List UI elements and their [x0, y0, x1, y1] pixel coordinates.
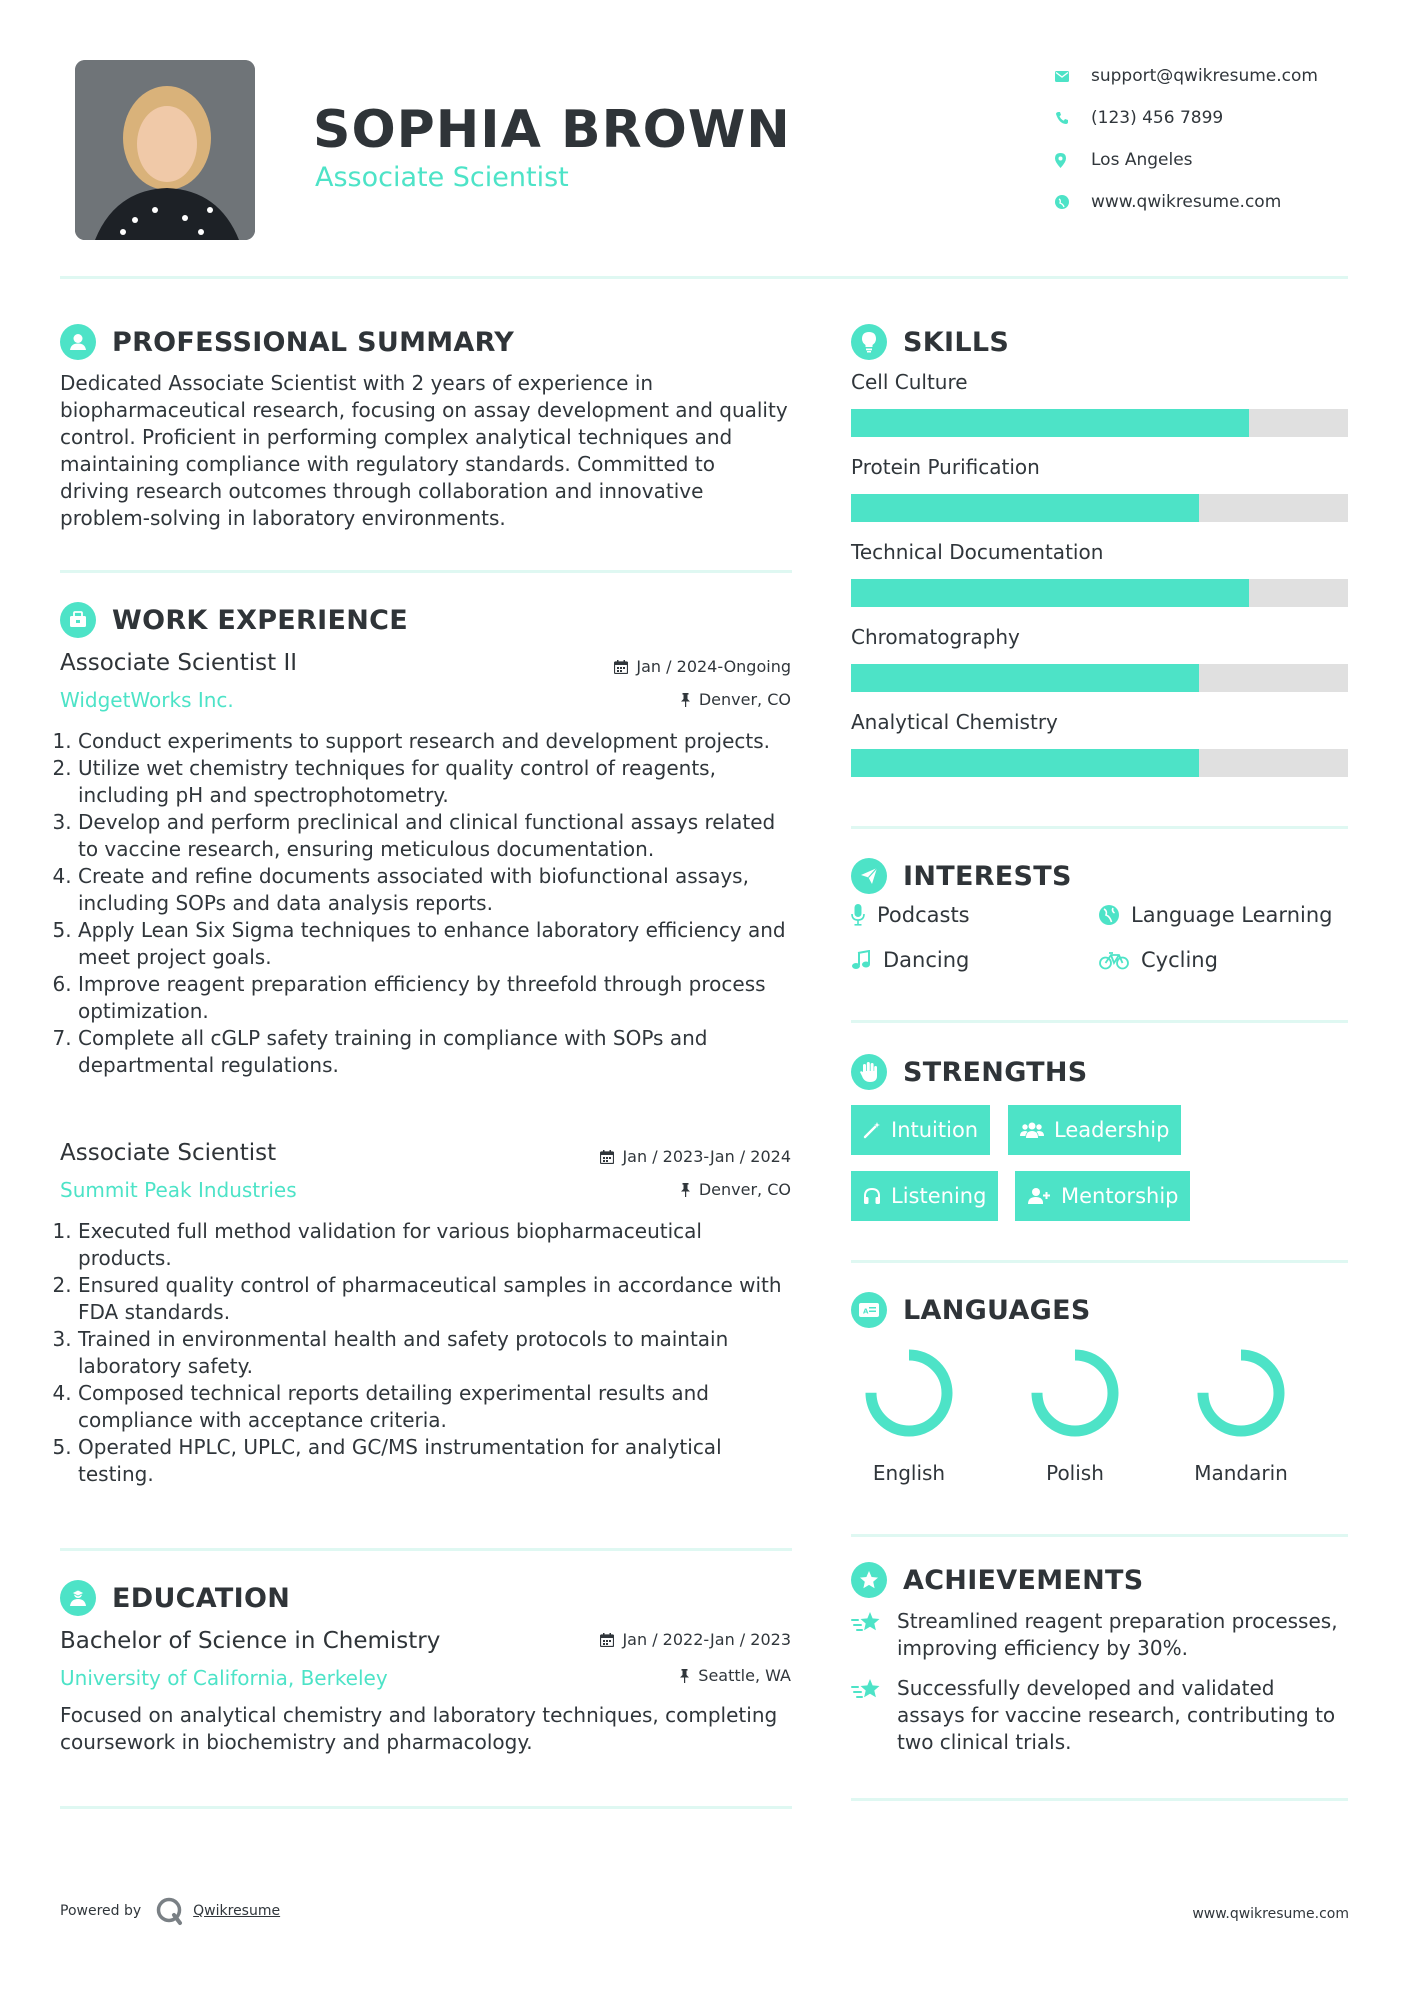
- list-item: 4. Create and refine documents associated with biofunctional assays, including SOPs and data analysis reports.: [78, 863, 796, 917]
- contact-text: (123) 456 7899: [1091, 108, 1224, 128]
- briefcase-icon: [60, 602, 96, 638]
- user-icon: [60, 324, 96, 360]
- skill-label: Technical Documentation: [851, 540, 1104, 564]
- work-heading: WORK EXPERIENCE: [60, 602, 408, 638]
- star-badge-icon: [851, 1562, 887, 1598]
- list-item: 3. Trained in environmental health and safety protocols to maintain laboratory safety.: [78, 1326, 796, 1380]
- language-item: [1176, 1345, 1306, 1485]
- job-bullets: [60, 728, 796, 1079]
- qwikresume-logo-icon: [155, 1896, 185, 1926]
- language-level-arc: [1203, 1355, 1279, 1431]
- school-name: University of California, Berkeley: [60, 1666, 388, 1690]
- job-location: Denver, CO: [680, 690, 791, 709]
- graduation-icon: [60, 1580, 96, 1616]
- education-heading: EDUCATION: [60, 1580, 290, 1616]
- header-divider: [60, 276, 1348, 279]
- list-item: 1. Executed full method validation for various biopharmaceutical products.: [78, 1218, 796, 1272]
- summary-divider: [60, 570, 792, 573]
- contact-website[interactable]: [1055, 181, 1395, 223]
- skill-bar-fill: [851, 664, 1199, 692]
- skill-bar-track: [851, 494, 1348, 522]
- calendar-icon: [600, 1150, 614, 1164]
- skill-bar-fill: [851, 494, 1199, 522]
- list-item: 5. Apply Lean Six Sigma techniques to enhance laboratory efficiency and meet project goals.: [78, 917, 796, 971]
- job-title: Associate Scientist: [60, 1140, 277, 1166]
- location-pin-icon: [1055, 153, 1091, 168]
- achievement-item: Successfully developed and validated assays for vaccine research, contributing to two clinical trials.: [851, 1675, 1348, 1756]
- users-icon: [1020, 1121, 1044, 1139]
- contact-location: [1055, 139, 1395, 181]
- achievements-heading: ACHIEVEMENTS: [851, 1562, 1144, 1598]
- job-title: Associate Scientist II: [60, 650, 298, 676]
- svg-text:A: A: [863, 1307, 869, 1316]
- skill-bar-track: [851, 749, 1348, 777]
- skill-label: Cell Culture: [851, 370, 968, 394]
- brand-link[interactable]: Qwikresume: [193, 1903, 281, 1919]
- contact-phone[interactable]: [1055, 97, 1395, 139]
- shooting-star-icon: [851, 1677, 883, 1701]
- music-note-icon: [851, 950, 871, 970]
- language-card-icon: [851, 1292, 887, 1328]
- list-item: 1. Conduct experiments to support research and development projects.: [78, 728, 796, 755]
- education-description: Focused on analytical chemistry and laboratory techniques, completing coursework in biochemistry and pharmacology.: [60, 1703, 778, 1754]
- paper-plane-icon: [851, 858, 887, 894]
- shooting-star-icon: [851, 1610, 883, 1634]
- lightbulb-icon: [851, 324, 887, 360]
- language-label: English: [872, 1461, 946, 1485]
- language-level-arc: [1037, 1355, 1113, 1431]
- strength-chip: Intuition: [851, 1105, 990, 1155]
- language-level-ring: [1193, 1345, 1289, 1441]
- degree-title: Bachelor of Science in Chemistry: [60, 1628, 441, 1654]
- interest-item: Cycling: [1099, 948, 1218, 972]
- skill-label: Chromatography: [851, 625, 1020, 649]
- user-plus-icon: [1027, 1187, 1051, 1205]
- achievements-divider: [851, 1798, 1348, 1801]
- list-item: 4. Composed technical reports detailing experimental results and compliance with acceptance criteria.: [78, 1380, 796, 1434]
- work-divider: [60, 1548, 792, 1551]
- interest-item: Dancing: [851, 948, 969, 972]
- company-name: WidgetWorks Inc.: [60, 688, 234, 712]
- contact-text: support@qwikresume.com: [1091, 66, 1318, 86]
- strength-chip: Leadership: [1008, 1105, 1181, 1155]
- achievement-item: Streamlined reagent preparation processes, improving efficiency by 30%.: [851, 1608, 1348, 1662]
- interests-divider: [851, 1020, 1348, 1023]
- contact-text: www.qwikresume.com: [1091, 192, 1282, 212]
- headphones-icon: [863, 1187, 881, 1205]
- list-item: 2. Ensured quality control of pharmaceutical samples in accordance with FDA standards.: [78, 1272, 796, 1326]
- education-dates: Jan / 2022-Jan / 2023: [600, 1630, 791, 1649]
- strengths-divider: [851, 1260, 1348, 1263]
- footer-powered-by: Powered by Qwikresume: [60, 1896, 280, 1926]
- skill-bar-fill: [851, 409, 1249, 437]
- summary-text: Dedicated Associate Scientist with 2 years of experience in biopharmaceutical research, focusing on assay development and quality control. Proficient in performing complex analytical techniques and maintaining compliance with regulatory standards. Committed to driving research outcomes through collaboration and innovative problem-solving in laboratory environments.: [60, 371, 788, 530]
- microphone-icon: [851, 904, 865, 926]
- calendar-icon: [614, 660, 628, 674]
- pushpin-icon: [679, 1669, 690, 1683]
- language-item: [1010, 1345, 1140, 1485]
- job-bullets: [60, 1218, 796, 1488]
- calendar-icon: [600, 1633, 614, 1647]
- skill-bar-track: [851, 664, 1348, 692]
- education-divider: [60, 1806, 792, 1809]
- interest-item: Language Learning: [1099, 903, 1332, 927]
- skill-label: Protein Purification: [851, 455, 1040, 479]
- languages-divider: [851, 1534, 1348, 1537]
- candidate-name: SOPHIA BROWN: [313, 100, 791, 160]
- skill-bar-track: [851, 579, 1348, 607]
- list-item: 7. Complete all cGLP safety training in compliance with SOPs and departmental regulations.: [78, 1025, 796, 1079]
- avatar-icon: [75, 60, 255, 240]
- education-location: Seattle, WA: [679, 1666, 791, 1685]
- list-item: 3. Develop and perform preclinical and clinical functional assays related to vaccine research, ensuring meticulous documentation.: [78, 809, 796, 863]
- skill-label: Analytical Chemistry: [851, 710, 1058, 734]
- skills-heading: SKILLS: [851, 324, 1009, 360]
- job-location: Denver, CO: [680, 1180, 791, 1199]
- candidate-title: Associate Scientist: [315, 162, 569, 193]
- profile-photo: [75, 60, 255, 240]
- language-level-ring: [861, 1345, 957, 1441]
- strength-chip: Mentorship: [1015, 1171, 1190, 1221]
- languages-heading: A LANGUAGES: [851, 1292, 1091, 1328]
- contact-text: Los Angeles: [1091, 150, 1193, 170]
- language-label: Polish: [1046, 1461, 1104, 1485]
- strengths-heading: STRENGTHS: [851, 1054, 1088, 1090]
- email-icon: [1055, 71, 1091, 82]
- pushpin-icon: [680, 1183, 691, 1197]
- job-dates: Jan / 2023-Jan / 2024: [600, 1147, 791, 1166]
- magic-wand-icon: [863, 1121, 881, 1139]
- skill-bar-fill: [851, 579, 1249, 607]
- list-item: 2. Utilize wet chemistry techniques for quality control of reagents, including pH and spectrophotometry.: [78, 755, 796, 809]
- language-level-ring: [1027, 1345, 1123, 1441]
- skill-bar-fill: [851, 749, 1199, 777]
- language-level-arc: [871, 1355, 947, 1431]
- skills-divider: [851, 826, 1348, 829]
- language-item: [844, 1345, 974, 1485]
- language-label: Mandarin: [1194, 1461, 1288, 1485]
- phone-icon: [1055, 111, 1091, 125]
- summary-heading: PROFESSIONAL SUMMARY: [60, 324, 514, 360]
- job-dates: Jan / 2024-Ongoing: [614, 657, 791, 676]
- contact-email[interactable]: [1055, 55, 1395, 97]
- globe-icon: [1099, 905, 1119, 925]
- footer-website[interactable]: www.qwikresume.com: [1192, 1906, 1349, 1922]
- skill-bar-track: [851, 409, 1348, 437]
- list-item: 6. Improve reagent preparation efficiency by threefold through process optimization.: [78, 971, 796, 1025]
- interest-item: Podcasts: [851, 903, 970, 927]
- hand-icon: [851, 1054, 887, 1090]
- list-item: 5. Operated HPLC, UPLC, and GC/MS instrumentation for analytical testing.: [78, 1434, 796, 1488]
- strength-chip: Listening: [851, 1171, 998, 1221]
- bicycle-icon: [1099, 950, 1129, 970]
- interests-heading: INTERESTS: [851, 858, 1072, 894]
- company-name: Summit Peak Industries: [60, 1178, 297, 1202]
- pushpin-icon: [680, 693, 691, 707]
- globe-icon: [1055, 195, 1091, 209]
- contact-list: [1055, 55, 1395, 223]
